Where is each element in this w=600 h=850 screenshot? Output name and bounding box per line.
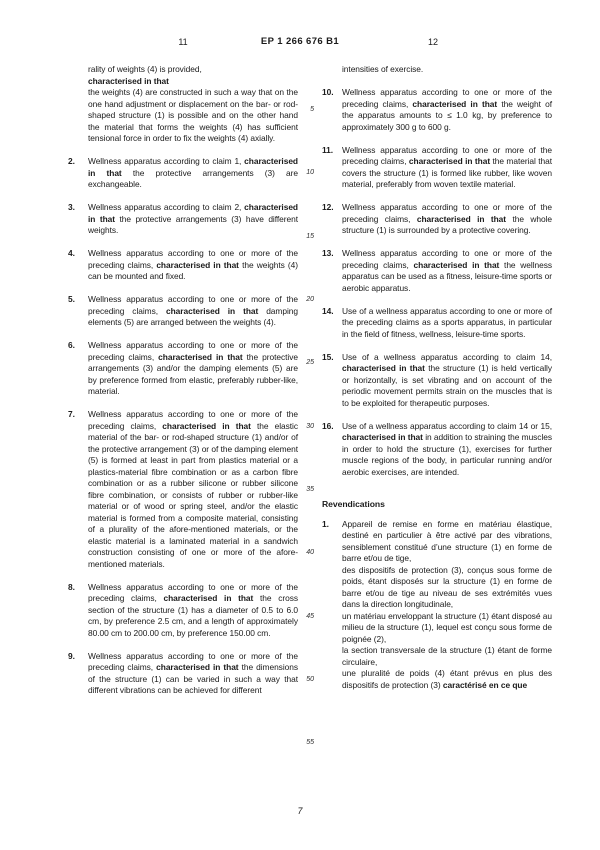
claim-6 [68, 340, 298, 398]
header-page-number-right: 12 [427, 37, 438, 47]
claim-text: Wellness apparatus according to claim 2, characterised in that the protective arrangements (3) have different weights. [88, 202, 298, 235]
header-page-number-left: 11 [178, 37, 188, 47]
claim-characterised-clause: characterised in that [88, 202, 298, 224]
claim-number: 12. [322, 202, 334, 212]
line-number: 20 [306, 296, 314, 303]
claim-characterised-clause: characterised in that [88, 75, 169, 86]
document-number: EP 1 266 676 B1 [260, 36, 340, 47]
line-number: 50 [306, 676, 314, 683]
claim-number: 1. [322, 518, 329, 529]
claim-number: 10. [322, 87, 334, 97]
claim-text: Wellness apparatus according to one or more of the preceding claims, characterised in that the dimensions of the structure (1) can be varied in such a way that different vibrations can be achieved for different [88, 650, 298, 695]
claim-characterised-clause: caractérisé en ce que [442, 679, 528, 690]
claim-characterised-clause: characterised in that [416, 213, 507, 224]
claim-text: Wellness apparatus according to one or more of the preceding claims, characterised in that the whole structure (1) is surrounded by a protective covering. [342, 202, 552, 235]
line-number: 30 [306, 423, 314, 430]
claim-number: 15. [322, 351, 334, 362]
claim-13 [322, 248, 552, 294]
claim-14 [322, 306, 552, 341]
line-number: 15 [306, 233, 314, 240]
claim-number: 14. [322, 305, 334, 316]
claim-number: 8. [68, 581, 75, 592]
claim-characterised-clause: characterised in that [163, 593, 254, 603]
claim-characterised-clause: characterised in that [342, 363, 425, 373]
line-number: 55 [306, 739, 314, 746]
claim-7 [68, 409, 298, 570]
claim-2 [68, 156, 298, 191]
claim-5 [68, 294, 298, 329]
claim-text: Wellness apparatus according to one or more of the preceding claims, characterised in that the weight of the apparatus amounts to ≤ 1.0 kg, by preference to approximately 300 g to 600 g. [342, 87, 552, 132]
claim-characterised-clause: characterised in that [342, 432, 423, 442]
claim-text: Wellness apparatus according to one or more of the preceding claims, characterised in that the protective arrangements (3) and/or the damping elements (5) are by preference formed from elastic, preferably rubber-like, material. [88, 340, 298, 396]
claim-fr-1 [322, 519, 552, 692]
line-number: 40 [306, 549, 314, 556]
claim-number: 4. [68, 248, 75, 258]
claim-characterised-clause: characterised in that [162, 420, 251, 431]
claim-text: Wellness apparatus according to one or more of the preceding claims, characterised in that the material that covers the structure (1) is formed like rubber, like woven material, preferably from woven textile material. [342, 144, 552, 189]
claim-text: Wellness apparatus according to one or more of the preceding claims, characterised in that the weights (4) can be mounted and fixed. [88, 248, 298, 281]
claim-characterised-clause: characterised in that [156, 662, 239, 672]
claim-4 [68, 248, 298, 283]
claim-9 [68, 651, 298, 697]
claim-text: Wellness apparatus according to one or more of the preceding claims, characterised in that the wellness apparatus can be used as a fitness, leisure-time sports or aerobic apparatus. [342, 248, 552, 293]
claim-characterised-clause: characterised in that [88, 156, 298, 178]
claim-characterised-clause: characterised in that [165, 305, 259, 316]
footer-page-number: 7 [297, 806, 303, 816]
revendications-heading: Revendications [322, 499, 385, 509]
claim-12 [322, 202, 552, 237]
claim-text: intensities of exercise. [342, 64, 424, 74]
claim-text: Wellness apparatus according to one or more of the preceding claims, characterised in that damping elements (5) are arranged between the weights (4). [88, 294, 298, 327]
claim-number: 5. [68, 294, 75, 304]
claim-text: Use of a wellness apparatus according to one or more of the preceding claims as a sports apparatus, in particular in the field of fitness, wellness, leisure-time sports. [342, 305, 552, 339]
claim-number: 2. [68, 156, 75, 166]
line-number-gutter [298, 0, 314, 850]
claim-characterised-clause: characterised in that [156, 259, 239, 270]
claim-text: the weights (4) are constructed in such a way that on the one hand adjustment or displacement on the bar- or rod-shaped structure (1) is possible and on the other hand the material that forms the weights (4) has sufficient tensional force in order to fix the weights (4) axially. [88, 87, 298, 143]
line-number: 35 [306, 486, 314, 493]
claim-1-continuation [88, 64, 298, 145]
claims-column-right [322, 64, 552, 703]
claim-8 [68, 582, 298, 640]
claim-characterised-clause: characterised in that [413, 259, 500, 270]
claim-15 [322, 352, 552, 410]
claim-number: 6. [68, 340, 75, 350]
claim-number: 3. [68, 202, 75, 212]
line-number: 25 [306, 359, 314, 366]
claim-text: Wellness apparatus according to claim 1, characterised in that the protective arrangements (3) are exchangeable. [88, 156, 298, 189]
line-number: 45 [306, 613, 314, 620]
claim-11 [322, 145, 552, 191]
claim-number: 13. [322, 248, 334, 258]
claim-text: Wellness apparatus according to one or more of the preceding claims, characterised in that the elastic material of the bar- or rod-shaped structure (1) and/or of the protective arrangement (3) or of the damping element (5) is formed at least in part from plastics material or a plastics-material fibre combination or as a carbon fibre combination or as a rubber silicone or rubber silicone fibre combination, or consists of rubber or rubber-like material or of wood or spring steel, and/or the elastic material is formed from a composite material, consisting of a plurality of the afore-mentioned materials, or the elastic material is a laminated material in a sandwich construction consisting of one or more of the afore-mentioned materials. [88, 409, 298, 569]
claim-characterised-clause: characterised in that [412, 98, 498, 109]
claim-characterised-clause: characterised in that [408, 156, 491, 166]
claim-text: Wellness apparatus according to one or more of the preceding claims, characterised in that the cross section of the structure (1) has a diameter of 0.5 to 6.0 cm, by preference 2.5 cm, and a length of approximately 80.00 cm to 200.00 cm, by preference 150.00 cm. [88, 581, 298, 638]
claim-10 [322, 87, 552, 133]
claim-number: 11. [322, 144, 334, 155]
claim-text: Appareil de remise en forme en matériau élastique, destiné en particulier à être activé par des vibrations, sensiblement constitué d’une structure (1) en forme de barre et/ou de tige, des dispositifs de protection (3), conçus sous forme de poids, étant disposés sur la structure (1) en forme de barre et/ou de tige au niveau de ses extrémités vues dans la direction longitudinale, un matériau enveloppant la structure (1) étant disposé au milieu de la structure (1), lequel est conçu sous forme de poignée (2), la section transversale de la structure (1) étant de forme circulaire, une pluralité de poids (4) étant prévus en plus des dispositifs de protection (3) caractérisé en ce que [342, 518, 552, 690]
claim-number: 7. [68, 409, 75, 419]
claim-16 [322, 421, 552, 479]
line-number: 5 [310, 106, 314, 113]
claim-number: 16. [322, 420, 334, 431]
claim-text: rality of weights (4) is provided, [88, 64, 202, 74]
claim-9-continuation [342, 64, 552, 76]
claim-number: 9. [68, 650, 75, 661]
claim-text: Use of a wellness apparatus according to claim 14 or 15, characterised in that in addition to straining the muscles in order to hold the structure (1), exercises for further muscle regions of the body, in particular running and/or aerobic exercises, are intended. [342, 420, 553, 477]
claim-characterised-clause: characterised in that [158, 351, 243, 362]
claims-column-left [68, 64, 298, 708]
claim-text: Use of a wellness apparatus according to claim 14, characterised in that the structure (1) is held vertically or horizontally, is set vibrating and on account of the periodic movement permits strain on the muscles that is to be exploited for therapeutic purposes. [342, 351, 553, 408]
line-number: 10 [306, 169, 314, 176]
claim-3 [68, 202, 298, 237]
